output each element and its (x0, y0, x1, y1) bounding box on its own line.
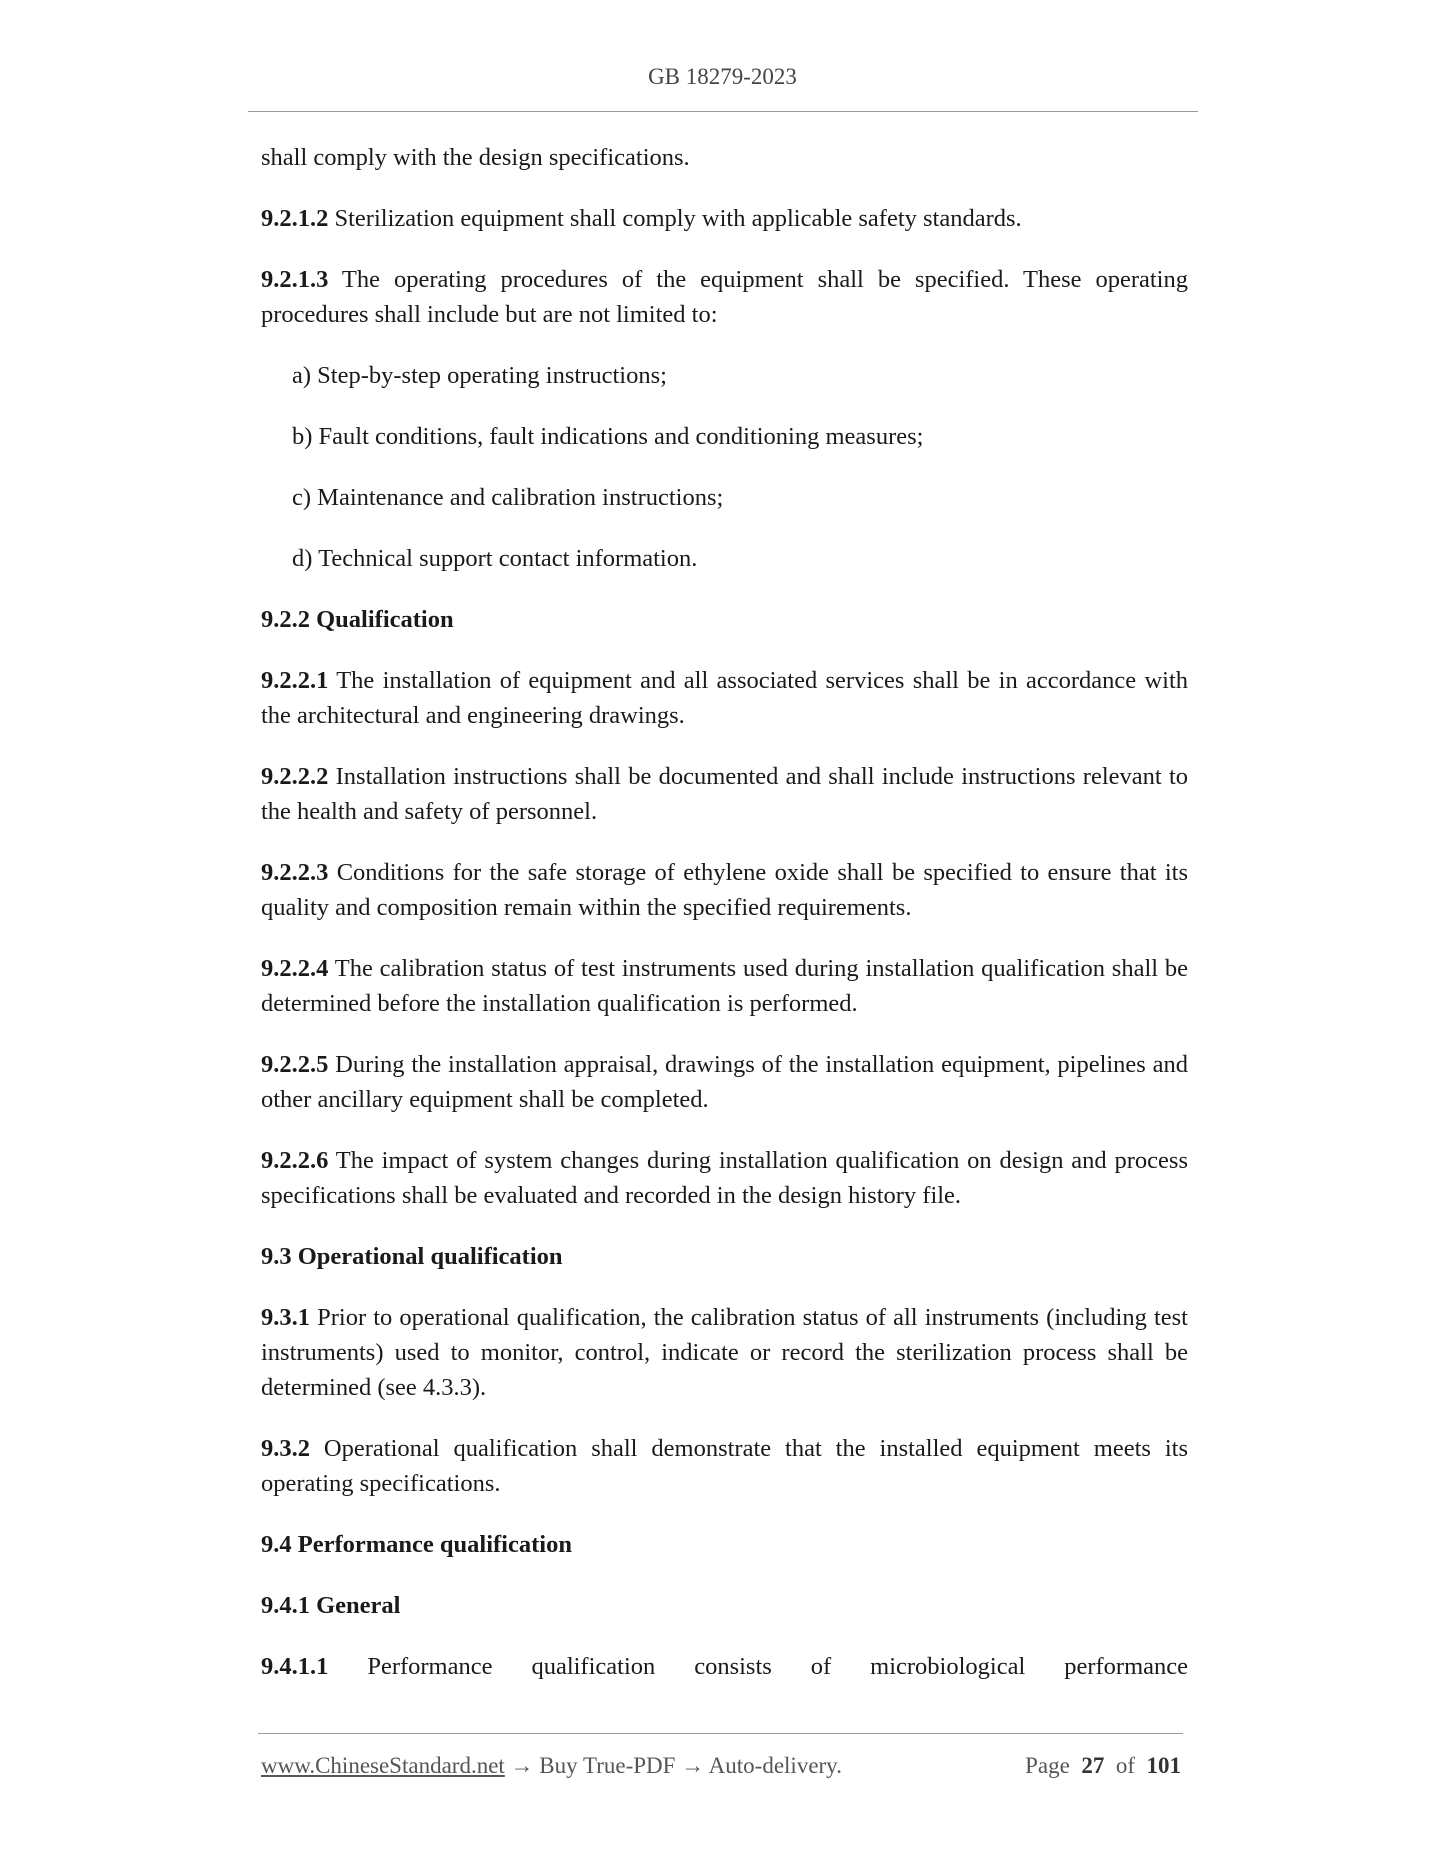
header-divider (248, 111, 1198, 112)
clause-text: Conditions for the safe storage of ethylene oxide shall be specified to ensure that its quality and composition remain within the specified requirements. (261, 859, 1188, 921)
clause-9-2-2-6 (261, 1143, 1188, 1213)
paragraph-continuation: shall comply with the design specifications. (261, 144, 690, 171)
clause-number: 9.3.2 (261, 1435, 310, 1462)
arrow-right-icon: → (681, 1753, 705, 1778)
footer-promo (261, 1753, 842, 1779)
clause-number: 9.2.2.3 (261, 859, 329, 886)
section-heading-9-4-1: 9.4.1 General (261, 1592, 401, 1619)
clause-number: 9.2.1.2 (261, 205, 329, 232)
clause-number: 9.2.2.6 (261, 1147, 329, 1174)
clause-9-3-2 (261, 1431, 1188, 1501)
clause-9-2-1-2 (261, 201, 1188, 236)
clause-text: The calibration status of test instruments used during installation qualification shall be determined before the installation qualification is performed. (261, 955, 1188, 1017)
clause-text: Operational qualification shall demonstrate that the installed equipment meets its operating specifications. (261, 1435, 1188, 1497)
section-heading-9-3: 9.3 Operational qualification (261, 1243, 563, 1270)
clause-text: Sterilization equipment shall comply with applicable safety standards. (328, 205, 1022, 232)
clause-text: Performance qualification consists of microbiological performance (328, 1653, 1188, 1680)
clause-9-2-2-1 (261, 663, 1188, 733)
section-heading-9-2-2: 9.2.2 Qualification (261, 606, 454, 633)
clause-9-4-1-1 (261, 1649, 1188, 1684)
buy-pdf-text: Buy True-PDF (533, 1753, 682, 1778)
website-link[interactable]: www.ChineseStandard.net (261, 1753, 505, 1778)
list-item: c) Maintenance and calibration instructions; (292, 484, 724, 511)
clause-number: 9.2.2.1 (261, 667, 329, 694)
auto-delivery-text: Auto-delivery. (704, 1753, 842, 1778)
document-id: GB 18279-2023 (648, 64, 797, 89)
clause-9-3-1 (261, 1300, 1188, 1405)
arrow-right-icon: → (510, 1753, 534, 1778)
clause-number: 9.2.2.5 (261, 1051, 329, 1078)
page-label: Page (1025, 1753, 1070, 1778)
clause-text: Prior to operational qualification, the calibration status of all instruments (including test instruments) used to monitor, control, indicate or record the sterilization process shall be determined (see 4.3.3). (261, 1304, 1188, 1401)
page-indicator (1025, 1753, 1181, 1779)
clause-text: The operating procedures of the equipment shall be specified. These operating procedures shall include but are not limited to: (261, 266, 1188, 328)
clause-9-2-2-5 (261, 1047, 1188, 1117)
document-header (0, 64, 1445, 90)
list-item: a) Step-by-step operating instructions; (292, 362, 667, 389)
clause-9-2-1-3 (261, 262, 1188, 332)
page-content (261, 140, 1188, 1710)
clause-number: 9.2.2.4 (261, 955, 329, 982)
section-heading-9-4: 9.4 Performance qualification (261, 1531, 572, 1558)
clause-number: 9.4.1.1 (261, 1653, 329, 1680)
total-pages: 101 (1146, 1753, 1181, 1778)
clause-text: The installation of equipment and all associated services shall be in accordance with the architectural and engineering drawings. (261, 667, 1188, 729)
clause-number: 9.2.2.2 (261, 763, 329, 790)
clause-number: 9.2.1.3 (261, 266, 329, 293)
clause-number: 9.3.1 (261, 1304, 310, 1331)
clause-9-2-2-3 (261, 855, 1188, 925)
clause-text: During the installation appraisal, drawings of the installation equipment, pipelines and other ancillary equipment shall be completed. (261, 1051, 1188, 1113)
list-item: d) Technical support contact information. (292, 545, 698, 572)
of-label: of (1115, 1753, 1135, 1778)
footer-divider (258, 1733, 1183, 1734)
clause-text: Installation instructions shall be documented and shall include instructions relevant to the health and safety of personnel. (261, 763, 1188, 825)
current-page-number: 27 (1081, 1753, 1105, 1778)
clause-text: The impact of system changes during installation qualification on design and process specifications shall be evaluated and recorded in the design history file. (261, 1147, 1188, 1209)
clause-9-2-2-2 (261, 759, 1188, 829)
list-item: b) Fault conditions, fault indications and conditioning measures; (292, 423, 924, 450)
clause-9-2-2-4 (261, 951, 1188, 1021)
